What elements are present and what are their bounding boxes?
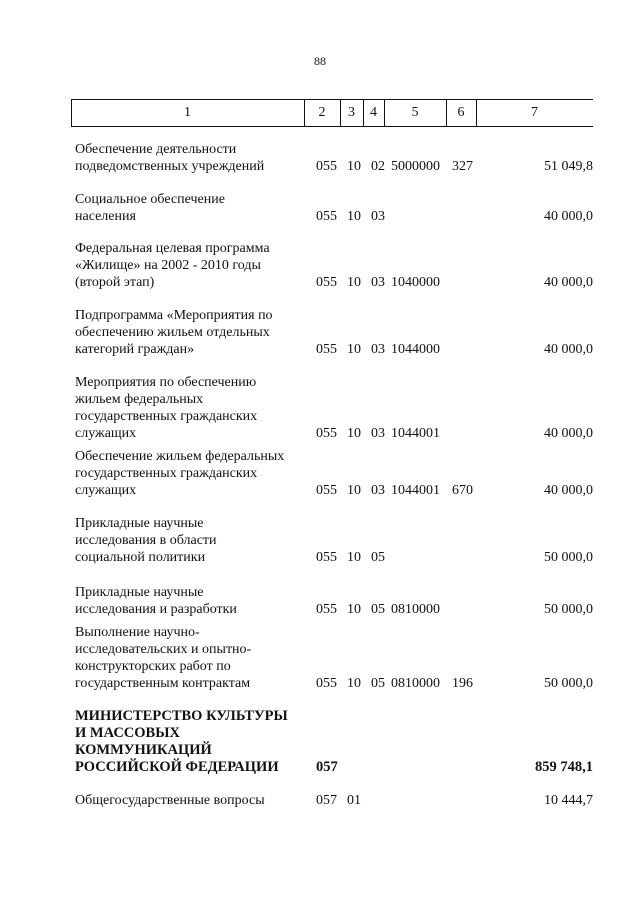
table-row: [0, 622, 640, 692]
cell-c4: 05: [371, 676, 385, 691]
header-col-5: 5: [411, 105, 419, 120]
cell-c2: 055: [316, 483, 337, 498]
cell-c5: 5000000: [391, 159, 440, 174]
cell-c3: 10: [347, 483, 361, 498]
cell-c3: 01: [347, 793, 361, 808]
cell-c5: 0810000: [391, 602, 440, 617]
cell-c3: 10: [347, 159, 361, 174]
cell-c6: 670: [452, 483, 473, 498]
cell-c4: 03: [371, 209, 385, 224]
cell-c2: 057: [316, 793, 337, 808]
row-name: Обеспечение жильем федеральных государственных гражданских служащих: [75, 449, 285, 498]
row-name: Подпрограмма «Мероприятия по обеспечению жильем отдельных категорий граждан»: [75, 308, 273, 357]
cell-c4: 03: [371, 275, 385, 290]
cell-c6: 196: [452, 676, 473, 691]
table-row-ministry: [0, 704, 640, 776]
row-name: Прикладные научные исследования в области социальной политики: [75, 516, 217, 565]
page-number: 88: [314, 54, 326, 68]
table-header: [71, 99, 593, 127]
cell-c3: 10: [347, 209, 361, 224]
cell-c4: 03: [371, 342, 385, 357]
row-name: Мероприятия по обеспечению жильем федеральных государственных гражданских служащих: [75, 375, 258, 441]
header-col-3: 3: [348, 105, 355, 120]
table-row: [0, 514, 640, 566]
table-row: [0, 138, 640, 175]
table-row: [0, 374, 640, 442]
cell-c2: 055: [316, 342, 337, 357]
cell-c3: 10: [347, 550, 361, 565]
row-name: Обеспечение деятельности подведомственных учреждений: [75, 142, 265, 174]
cell-c4: 05: [371, 602, 385, 617]
cell-c4: 02: [371, 159, 385, 174]
cell-c2: 055: [316, 602, 337, 617]
row-name: Социальное обеспечение населения: [75, 192, 225, 224]
cell-c4: 03: [371, 426, 385, 441]
table-row: [0, 306, 640, 358]
table-row: [0, 791, 640, 809]
header-col-4: 4: [370, 105, 377, 120]
cell-c7: 50 000,0: [544, 550, 593, 565]
cell-c7: 40 000,0: [544, 426, 593, 441]
cell-c2: 057: [316, 759, 338, 775]
cell-c3: 10: [347, 602, 361, 617]
cell-c4: 03: [371, 483, 385, 498]
cell-c7: 40 000,0: [544, 483, 593, 498]
cell-c7: 40 000,0: [544, 209, 593, 224]
cell-c5: 0810000: [391, 676, 440, 691]
cell-c7: 50 000,0: [544, 602, 593, 617]
header-col-2: 2: [318, 105, 326, 120]
cell-c2: 055: [316, 550, 337, 565]
row-name: Выполнение научно- исследовательских и опытно- конструкторских работ по государственным контрактам: [75, 625, 252, 691]
cell-c3: 10: [347, 676, 361, 691]
cell-c2: 055: [316, 209, 337, 224]
cell-c7: 51 049,8: [544, 159, 593, 174]
cell-c2: 055: [316, 159, 337, 174]
row-name: Прикладные научные исследования и разработки: [75, 585, 237, 617]
cell-c3: 10: [347, 275, 361, 290]
cell-c4: 05: [371, 550, 385, 565]
cell-c5: 1044000: [391, 342, 440, 357]
table-row: [0, 582, 640, 618]
cell-c7: 859 748,1: [535, 759, 593, 775]
header-col-6: 6: [457, 105, 465, 120]
cell-c2: 055: [316, 275, 337, 290]
cell-c7: 40 000,0: [544, 275, 593, 290]
cell-c5: 1040000: [391, 275, 440, 290]
cell-c3: 10: [347, 342, 361, 357]
table-row: [0, 188, 640, 225]
cell-c5: 1044001: [391, 483, 440, 498]
table-row: [0, 239, 640, 291]
header-col-7: 7: [531, 105, 538, 120]
header-col-1: 1: [184, 105, 191, 120]
cell-c3: 10: [347, 426, 361, 441]
cell-c2: 055: [316, 426, 337, 441]
cell-c5: 1044001: [391, 426, 440, 441]
cell-c7: 40 000,0: [544, 342, 593, 357]
row-name: Федеральная целевая программа «Жилище» на 2002 - 2010 годы (второй этап): [75, 241, 270, 290]
cell-c7: 50 000,0: [544, 676, 593, 691]
cell-c7: 10 444,7: [544, 793, 593, 808]
cell-c2: 055: [316, 676, 337, 691]
table-row: [0, 447, 640, 499]
row-name: Общегосударственные вопросы: [75, 793, 265, 808]
row-name: МИНИСТЕРСТВО КУЛЬТУРЫ И МАССОВЫХ КОММУНИКАЦИЙ РОССИЙСКОЙ ФЕДЕРАЦИИ: [75, 708, 288, 775]
cell-c6: 327: [452, 159, 473, 174]
